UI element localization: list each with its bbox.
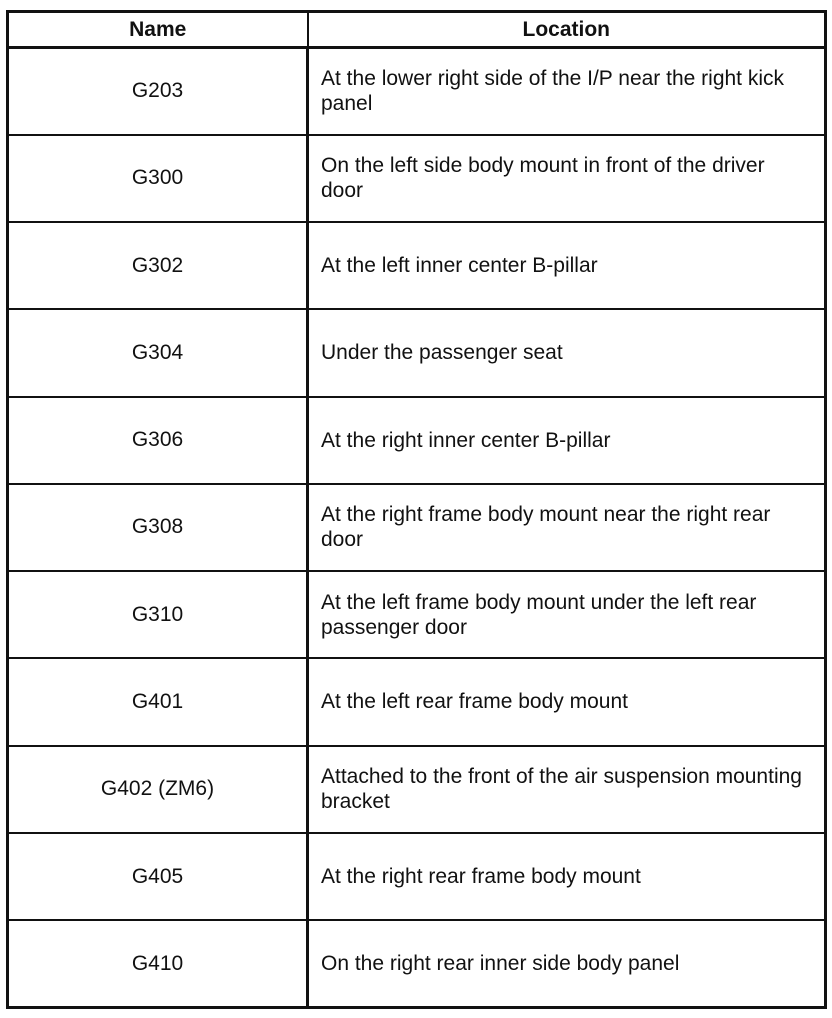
ground-location-cell: On the right rear inner side body panel [308, 920, 826, 1007]
ground-name-cell: G203 [8, 48, 308, 135]
header-row [8, 12, 826, 48]
ground-name-cell: G306 [8, 397, 308, 484]
ground-location-cell: At the left frame body mount under the left rear passenger door [308, 571, 826, 658]
location-column-header: Location [308, 12, 826, 48]
table-row [8, 484, 826, 571]
table-row [8, 397, 826, 484]
ground-location-cell: Attached to the front of the air suspension mounting bracket [308, 746, 826, 833]
ground-location-cell: Under the passenger seat [308, 309, 826, 396]
ground-location-cell: At the right rear frame body mount [308, 833, 826, 920]
table-row [8, 571, 826, 658]
table-row [8, 222, 826, 309]
ground-location-cell: At the left inner center B-pillar [308, 222, 826, 309]
table-row [8, 746, 826, 833]
name-column-header: Name [8, 12, 308, 48]
ground-locations-table [6, 10, 827, 1009]
ground-location-cell: On the left side body mount in front of the driver door [308, 135, 826, 222]
table-row [8, 309, 826, 396]
ground-location-cell: At the lower right side of the I/P near the right kick panel [308, 48, 826, 135]
table-row [8, 833, 826, 920]
ground-name-cell: G401 [8, 658, 308, 745]
ground-name-cell: G310 [8, 571, 308, 658]
table-row [8, 920, 826, 1007]
ground-location-cell: At the left rear frame body mount [308, 658, 826, 745]
ground-name-cell: G410 [8, 920, 308, 1007]
ground-name-cell: G308 [8, 484, 308, 571]
table-row [8, 658, 826, 745]
ground-name-cell: G304 [8, 309, 308, 396]
ground-location-cell: At the right inner center B-pillar [308, 397, 826, 484]
table-row [8, 135, 826, 222]
table-row [8, 48, 826, 135]
ground-name-cell: G300 [8, 135, 308, 222]
ground-name-cell: G402 (ZM6) [8, 746, 308, 833]
ground-name-cell: G302 [8, 222, 308, 309]
ground-name-cell: G405 [8, 833, 308, 920]
ground-location-cell: At the right frame body mount near the right rear door [308, 484, 826, 571]
